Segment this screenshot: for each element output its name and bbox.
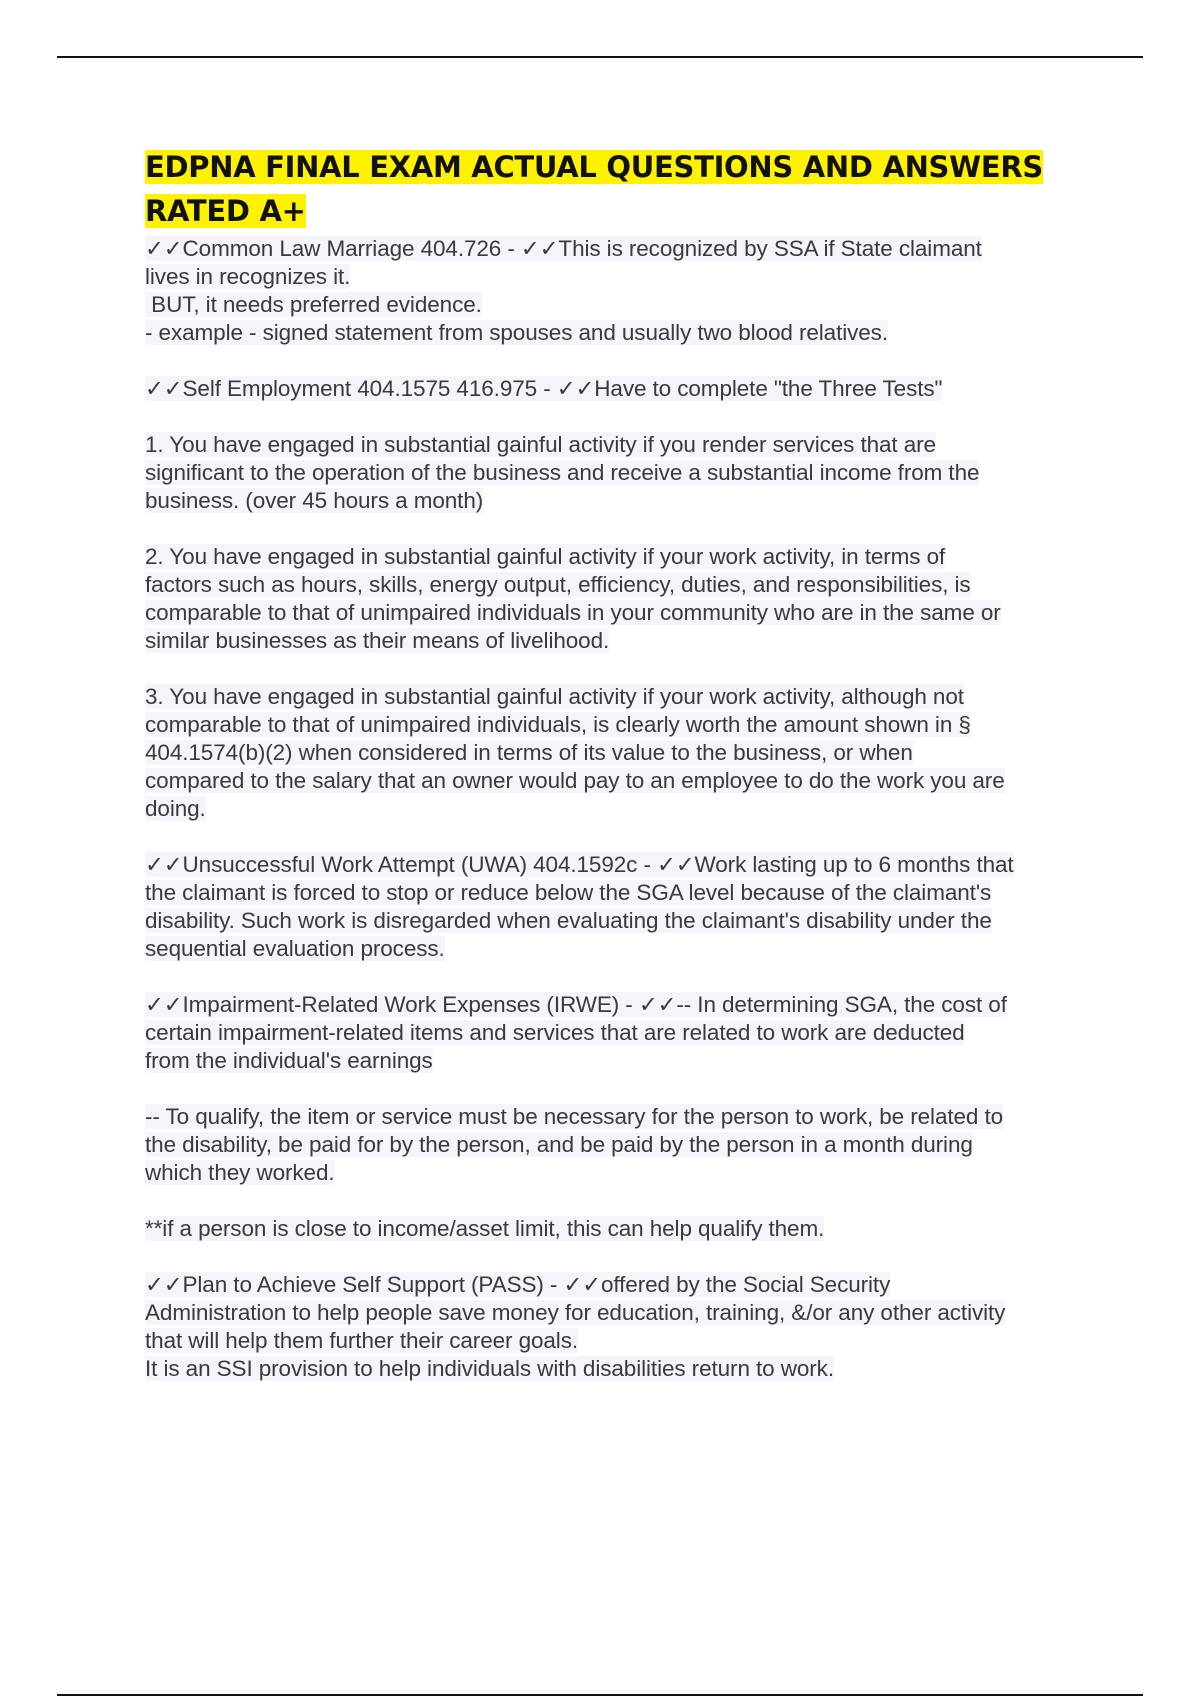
text-line: BUT, it needs preferred evidence. [145,292,482,317]
text-line: disability. Such work is disregarded when evaluating the claimant's disability under the [145,908,992,933]
footer-rule [57,1694,1143,1696]
text-line: factors such as hours, skills, energy output, efficiency, duties, and responsibilities, is [145,572,971,597]
text-line: ✓✓Common Law Marriage 404.726 - ✓✓This is recognized by SSA if State claimant [145,236,982,261]
text-line: **if a person is close to income/asset limit, this can help qualify them. [145,1216,825,1241]
text-line: Administration to help people save money for education, training, &/or any other activity [145,1300,1006,1325]
text-line: 1. You have engaged in substantial gainful activity if you render services that are [145,432,936,457]
text-line: comparable to that of unimpaired individuals, is clearly worth the amount shown in § [145,712,971,737]
text-line: which they worked. [145,1160,335,1185]
text-line: ✓✓Self Employment 404.1575 416.975 - ✓✓Have to complete "the Three Tests" [145,376,943,401]
text-line: ✓✓Plan to Achieve Self Support (PASS) - ✓✓offered by the Social Security [145,1272,891,1297]
qa-paragraph [145,1271,1090,1383]
qa-list [145,235,1090,1383]
text-line: the claimant is forced to stop or reduce below the SGA level because of the claimant's [145,880,992,905]
text-line: comparable to that of unimpaired individuals in your community who are in the same or [145,600,1001,625]
title-line-1: EDPNA FINAL EXAM ACTUAL QUESTIONS AND ANSWERS [145,150,1043,184]
text-line: doing. [145,796,206,821]
text-line: It is an SSI provision to help individuals with disabilities return to work. [145,1356,834,1381]
header-rule [57,56,1143,58]
text-line: that will help them further their career goals. [145,1328,579,1353]
text-line: - example - signed statement from spouses and usually two blood relatives. [145,320,888,345]
qa-paragraph [145,991,1090,1075]
text-line: similar businesses as their means of livelihood. [145,628,610,653]
text-line: sequential evaluation process. [145,936,445,961]
qa-paragraph [145,431,1090,515]
qa-paragraph [145,683,1090,823]
qa-paragraph [145,851,1090,963]
text-line: certain impairment-related items and services that are related to work are deducted [145,1020,965,1045]
qa-paragraph [145,1103,1090,1187]
qa-paragraph [145,1215,1090,1243]
document-body [145,145,1090,1411]
text-line: -- To qualify, the item or service must be necessary for the person to work, be related to [145,1104,1004,1129]
qa-paragraph [145,235,1090,347]
text-line: significant to the operation of the business and receive a substantial income from the [145,460,980,485]
document-title [145,145,1090,233]
text-line: 3. You have engaged in substantial gainful activity if your work activity, although not [145,684,964,709]
text-line: lives in recognizes it. [145,264,351,289]
qa-paragraph [145,375,1090,403]
text-line: business. (over 45 hours a month) [145,488,484,513]
text-line: compared to the salary that an owner would pay to an employee to do the work you are [145,768,1005,793]
text-line: the disability, be paid for by the person, and be paid by the person in a month during [145,1132,973,1157]
qa-paragraph [145,543,1090,655]
title-line-2: RATED A+ [145,194,306,228]
text-line: 404.1574(b)(2) when considered in terms of its value to the business, or when [145,740,913,765]
text-line: from the individual's earnings [145,1048,433,1073]
text-line: 2. You have engaged in substantial gainful activity if your work activity, in terms of [145,544,946,569]
text-line: ✓✓Unsuccessful Work Attempt (UWA) 404.1592c - ✓✓Work lasting up to 6 months that [145,852,1014,877]
text-line: ✓✓Impairment-Related Work Expenses (IRWE) - ✓✓-- In determining SGA, the cost of [145,992,1007,1017]
